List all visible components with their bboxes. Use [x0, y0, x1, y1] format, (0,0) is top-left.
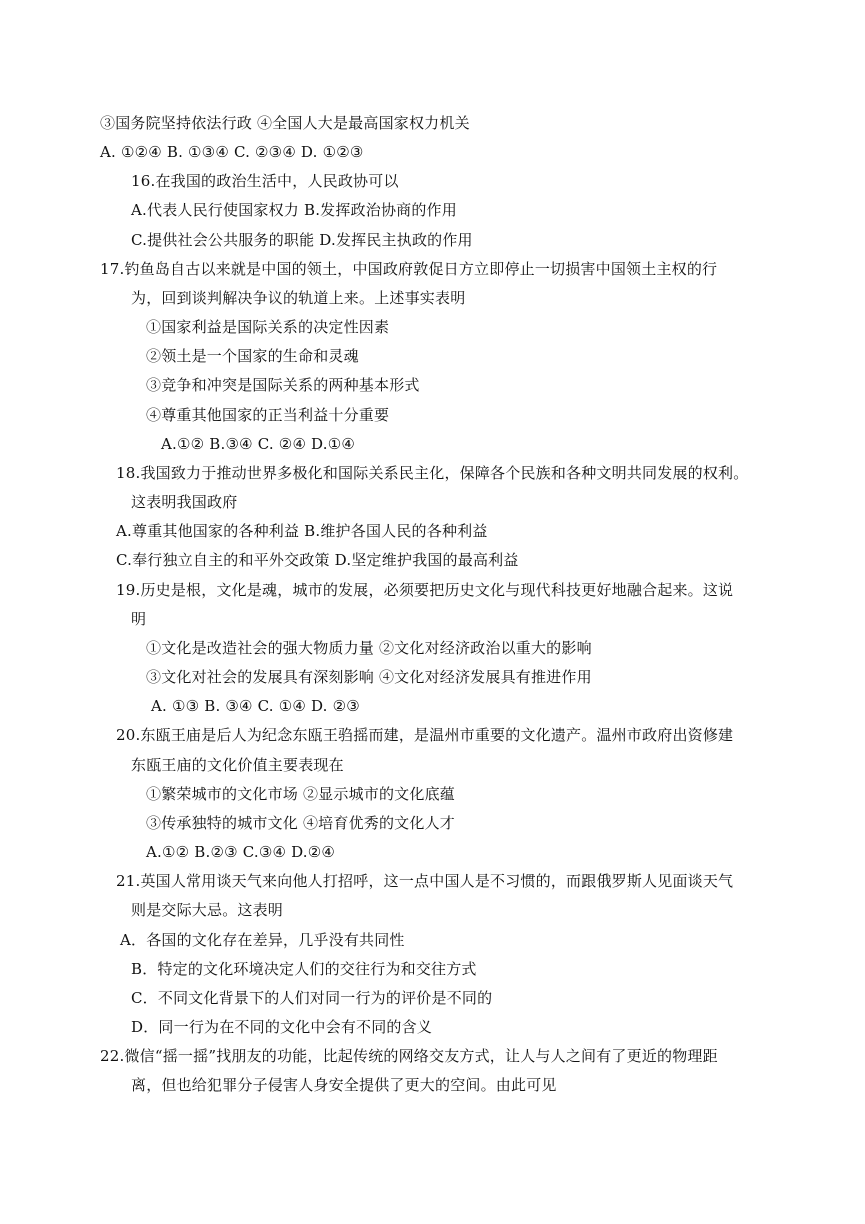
question-17: 17.钓鱼岛自古以来就是中国的领土，中国政府敦促日方立即停止一切损害中国领土主权的行	[100, 260, 718, 278]
text-line: 离，但也给犯罪分子侵害人身安全提供了更大的空间。由此可见	[131, 1076, 557, 1094]
text-line: ③竞争和冲突是国际关系的两种基本形式	[146, 376, 420, 394]
text-line: C.提供社会公共服务的职能 D.发挥民主执政的作用	[131, 231, 473, 249]
text-line: ④尊重其他国家的正当利益十分重要	[146, 406, 390, 424]
text-line: C.奉行独立自主的和平外交政策 D.坚定维护我国的最高利益	[116, 551, 519, 569]
question-18: 18.我国致力于推动世界多极化和国际关系民主化，保障各个民族和各种文明共同发展的权利。	[116, 464, 749, 482]
text-line: ①国家利益是国际关系的决定性因素	[146, 318, 390, 336]
text-line: B．特定的文化环境决定人们的交往行为和交往方式	[131, 960, 477, 978]
text-line: ③国务院坚持依法行政 ④全国人大是最高国家权力机关	[100, 114, 470, 132]
text-line: 明	[131, 610, 147, 628]
text-line: A.尊重其他国家的各种利益 B.维护各国人民的各种利益	[116, 522, 488, 540]
question-20: 20.东瓯王庙是后人为纪念东瓯王驺摇而建，是温州市重要的文化遗产。温州市政府出资修建	[116, 726, 734, 744]
text-line: A. ①③ B. ③④ C. ①④ D. ②③	[151, 697, 360, 715]
text-line: C．不同文化背景下的人们对同一行为的评价是不同的	[131, 989, 493, 1007]
text-line: ②领土是一个国家的生命和灵魂	[146, 347, 359, 365]
question-16: 16.在我国的政治生活中，人民政协可以	[131, 172, 399, 190]
question-21: 21.英国人常用谈天气来向他人打招呼，这一点中国人是不习惯的，而跟俄罗斯人见面谈天气	[116, 872, 734, 890]
text-line: ③文化对社会的发展具有深刻影响 ④文化对经济发展具有推进作用	[146, 668, 592, 686]
text-line: ①文化是改造社会的强大物质力量 ②文化对经济政治以重大的影响	[146, 639, 592, 657]
text-line: A．各国的文化存在差异，几乎没有共同性	[120, 931, 405, 949]
text-line: 为，回到谈判解决争议的轨道上来。上述事实表明	[131, 289, 466, 307]
text-line: A.①② B.②③ C.③④ D.②④	[146, 843, 336, 861]
text-line: A.①② B.③④ C. ②④ D.①④	[161, 435, 356, 453]
text-line: D．同一行为在不同的文化中会有不同的含义	[131, 1018, 433, 1036]
text-line: A.代表人民行使国家权力 B.发挥政治协商的作用	[131, 201, 457, 219]
text-line: A. ①②④ B. ①③④ C. ②③④ D. ①②③	[100, 143, 364, 161]
text-line: 则是交际大忌。这表明	[131, 901, 284, 919]
text-line: ①繁荣城市的文化市场 ②显示城市的文化底蕴	[146, 785, 455, 803]
text-line: ③传承独特的城市文化 ④培育优秀的文化人才	[146, 814, 455, 832]
text-line: 东瓯王庙的文化价值主要表现在	[131, 756, 344, 774]
question-19: 19.历史是根，文化是魂，城市的发展，必须要把历史文化与现代科技更好地融合起来。这说	[116, 581, 734, 599]
text-line: 这表明我国政府	[131, 493, 238, 511]
question-22: 22.微信“摇一摇”找朋友的功能，比起传统的网络交友方式，让人与人之间有了更近的物理距	[100, 1047, 718, 1065]
